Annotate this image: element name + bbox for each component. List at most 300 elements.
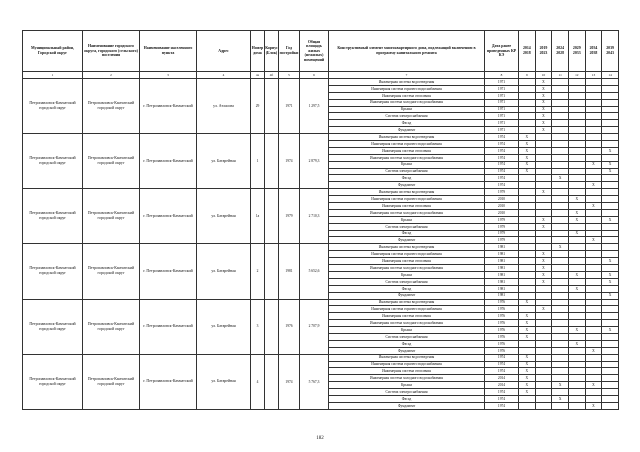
table-body <box>23 79 619 410</box>
period-mark-cell <box>519 175 536 182</box>
column-number-row <box>23 72 619 79</box>
period-mark-cell <box>602 79 619 86</box>
period-mark-cell: X <box>535 189 552 196</box>
period-mark-cell <box>552 306 569 313</box>
period-mark-cell <box>568 402 585 409</box>
column-number: 4б <box>265 72 279 79</box>
block-cell <box>265 189 279 244</box>
period-mark-cell <box>585 320 602 327</box>
period-mark-cell <box>519 278 536 285</box>
element-cell: Система электроснабжения <box>329 168 485 175</box>
period-mark-cell <box>519 182 536 189</box>
period-mark-cell <box>568 168 585 175</box>
period-mark-cell <box>552 189 569 196</box>
table-row <box>23 189 619 196</box>
repair-date-cell: 1974 <box>485 182 519 189</box>
period-mark-cell: X <box>568 230 585 237</box>
repair-date-cell: 1974 <box>485 389 519 396</box>
period-mark-cell <box>552 106 569 113</box>
period-mark-cell <box>568 313 585 320</box>
street-cell: ул. Батарейная <box>197 299 251 354</box>
element-cell: Инженерная система горячего водоснабжения <box>329 251 485 258</box>
column-number: 9 <box>519 72 536 79</box>
period-mark-cell: X <box>519 375 536 382</box>
period-mark-cell <box>519 209 536 216</box>
period-mark-cell <box>519 196 536 203</box>
period-mark-cell <box>602 395 619 402</box>
period-mark-cell: X <box>519 354 536 361</box>
period-mark-cell <box>585 209 602 216</box>
period-mark-cell: X <box>519 389 536 396</box>
repair-date-cell: 1971 <box>485 85 519 92</box>
table-row <box>23 79 619 86</box>
settlement-cell: Петропавловск-Камчатский городской округ <box>83 354 140 409</box>
district-cell: Петропавловск-Камчатский городской округ <box>23 354 83 409</box>
period-mark-cell <box>602 299 619 306</box>
period-mark-cell <box>552 237 569 244</box>
element-cell: Система электроснабжения <box>329 333 485 340</box>
house-number-cell: 3 <box>251 299 265 354</box>
period-mark-cell <box>602 223 619 230</box>
period-mark-cell <box>585 354 602 361</box>
period-mark-cell <box>519 120 536 127</box>
element-cell: Фасад <box>329 285 485 292</box>
period-mark-cell: X <box>602 327 619 334</box>
period-mark-cell <box>552 141 569 148</box>
period-mark-cell <box>519 340 536 347</box>
period-mark-cell <box>552 209 569 216</box>
period-mark-cell <box>602 189 619 196</box>
period-mark-cell <box>585 223 602 230</box>
period-mark-cell <box>552 147 569 154</box>
repair-date-cell: 1981 <box>485 258 519 265</box>
period-mark-cell: X <box>535 251 552 258</box>
period-mark-cell <box>602 402 619 409</box>
period-mark-cell: X <box>519 141 536 148</box>
period-mark-cell <box>585 340 602 347</box>
period-mark-cell <box>568 375 585 382</box>
street-cell: ул. Атласова <box>197 79 251 134</box>
repair-date-cell: 1976 <box>485 347 519 354</box>
period-mark-cell <box>552 127 569 134</box>
element-cell: Фундамент <box>329 292 485 299</box>
year-built-cell: 1974 <box>279 134 300 189</box>
repair-date-cell: 1971 <box>485 127 519 134</box>
period-mark-cell <box>535 347 552 354</box>
column-number: 10 <box>535 72 552 79</box>
period-mark-cell <box>519 251 536 258</box>
settlement-cell: Петропавловск-Камчатский городской округ <box>83 299 140 354</box>
period-mark-cell <box>535 168 552 175</box>
period-mark-cell: X <box>568 285 585 292</box>
element-cell: Инженерная система водоотведения <box>329 189 485 196</box>
period-mark-cell: X <box>568 271 585 278</box>
period-mark-cell <box>552 113 569 120</box>
block-cell <box>265 354 279 409</box>
house-number-cell: 1а <box>251 189 265 244</box>
period-mark-cell: X <box>519 154 536 161</box>
repair-date-cell: 1979 <box>485 223 519 230</box>
period-mark-cell: X <box>585 203 602 210</box>
repair-date-cell: 1974 <box>485 361 519 368</box>
period-mark-cell <box>519 223 536 230</box>
period-mark-cell <box>568 265 585 272</box>
period-mark-cell <box>585 99 602 106</box>
header-previous-repair-date: Дата ранее проведенных КР КЭ <box>485 31 519 72</box>
house-number-cell: 2 <box>251 244 265 299</box>
period-mark-cell: X <box>535 79 552 86</box>
period-mark-cell <box>602 389 619 396</box>
period-mark-cell: X <box>519 361 536 368</box>
district-cell: Петропавловск-Камчатский городской округ <box>23 134 83 189</box>
period-mark-cell <box>519 244 536 251</box>
period-mark-cell <box>552 216 569 223</box>
period-mark-cell <box>552 79 569 86</box>
element-cell: Инженерная система водоотведения <box>329 134 485 141</box>
column-number: 1 <box>23 72 83 79</box>
period-mark-cell <box>519 106 536 113</box>
period-mark-cell <box>568 203 585 210</box>
period-mark-cell <box>535 209 552 216</box>
period-mark-cell <box>585 271 602 278</box>
year-built-cell: 1981 <box>279 244 300 299</box>
period-mark-cell <box>519 258 536 265</box>
period-mark-cell <box>535 237 552 244</box>
period-mark-cell <box>602 251 619 258</box>
period-mark-cell: X <box>602 161 619 168</box>
area-cell: 2 710,3 <box>300 189 329 244</box>
element-cell: Инженерная система холодного водоснабжения <box>329 375 485 382</box>
element-cell: Фасад <box>329 175 485 182</box>
area-cell: 2 707,9 <box>300 299 329 354</box>
street-cell: ул. Батарейная <box>197 354 251 409</box>
repair-date-cell: 1981 <box>485 251 519 258</box>
period-mark-cell: X <box>519 327 536 334</box>
repair-date-cell: 1974 <box>485 175 519 182</box>
period-mark-cell: X <box>519 333 536 340</box>
element-cell: Крыша <box>329 216 485 223</box>
period-mark-cell <box>568 154 585 161</box>
locality-cell: г. Петропавловск-Камчатский <box>140 134 197 189</box>
period-mark-cell <box>535 147 552 154</box>
period-mark-cell: X <box>568 209 585 216</box>
block-cell <box>265 134 279 189</box>
period-mark-cell <box>602 333 619 340</box>
period-mark-cell <box>535 375 552 382</box>
settlement-cell: Петропавловск-Камчатский городской округ <box>83 134 140 189</box>
period-mark-cell: X <box>519 320 536 327</box>
period-mark-cell: X <box>535 216 552 223</box>
year-built-cell: 1971 <box>279 79 300 134</box>
repair-date-cell: 1971 <box>485 92 519 99</box>
period-mark-cell <box>585 368 602 375</box>
period-mark-cell <box>568 361 585 368</box>
period-mark-cell <box>585 258 602 265</box>
element-cell: Фундамент <box>329 402 485 409</box>
period-mark-cell <box>552 313 569 320</box>
period-mark-cell: X <box>535 258 552 265</box>
period-mark-cell <box>519 402 536 409</box>
period-mark-cell <box>568 389 585 396</box>
repair-date-cell: 1981 <box>485 285 519 292</box>
settlement-cell: Петропавловск-Камчатский городской округ <box>83 244 140 299</box>
period-mark-cell <box>552 347 569 354</box>
period-mark-cell <box>602 113 619 120</box>
period-mark-cell: X <box>568 196 585 203</box>
period-mark-cell <box>535 230 552 237</box>
period-mark-cell <box>585 292 602 299</box>
period-mark-cell <box>602 182 619 189</box>
period-mark-cell <box>568 395 585 402</box>
period-mark-cell <box>535 175 552 182</box>
repair-date-cell: 1971 <box>485 99 519 106</box>
element-cell: Фасад <box>329 230 485 237</box>
period-mark-cell: X <box>552 395 569 402</box>
period-mark-cell <box>602 306 619 313</box>
element-cell: Инженерная система отопления <box>329 313 485 320</box>
period-mark-cell: X <box>519 168 536 175</box>
period-mark-cell <box>585 216 602 223</box>
repair-date-cell: 1971 <box>485 113 519 120</box>
period-mark-cell <box>585 327 602 334</box>
period-mark-cell <box>568 175 585 182</box>
period-mark-cell <box>519 216 536 223</box>
repair-date-cell: 1981 <box>485 244 519 251</box>
period-mark-cell <box>535 320 552 327</box>
period-mark-cell <box>535 196 552 203</box>
locality-cell: г. Петропавловск-Камчатский <box>140 299 197 354</box>
area-cell: 1 297,5 <box>300 79 329 134</box>
house-number-cell: 29 <box>251 79 265 134</box>
period-mark-cell: X <box>535 85 552 92</box>
period-mark-cell <box>552 361 569 368</box>
period-mark-cell <box>602 313 619 320</box>
period-mark-cell <box>552 223 569 230</box>
repair-date-cell: 1981 <box>485 265 519 272</box>
period-mark-cell <box>519 203 536 210</box>
area-cell: 5 767,3 <box>300 354 329 409</box>
period-mark-cell <box>552 299 569 306</box>
period-mark-cell <box>602 106 619 113</box>
table-row <box>23 134 619 141</box>
period-mark-cell <box>585 299 602 306</box>
period-mark-cell <box>535 327 552 334</box>
header-period-2019-2023: 2019 2023 <box>535 31 552 72</box>
column-number: 13 <box>585 72 602 79</box>
column-number: 14 <box>602 72 619 79</box>
house-number-cell: 4 <box>251 354 265 409</box>
period-mark-cell <box>552 99 569 106</box>
year-built-cell: 1974 <box>279 354 300 409</box>
repair-date-cell: 1979 <box>485 237 519 244</box>
period-mark-cell: X <box>552 175 569 182</box>
period-mark-cell <box>535 285 552 292</box>
repair-date-cell: 1974 <box>485 134 519 141</box>
period-mark-cell: X <box>535 278 552 285</box>
period-mark-cell: X <box>602 147 619 154</box>
repair-date-cell: 1979 <box>485 230 519 237</box>
header-settlement: Наименование городского округа, городского (сельского) поселения <box>83 31 140 72</box>
period-mark-cell <box>552 265 569 272</box>
element-cell: Инженерная система отопления <box>329 258 485 265</box>
repair-date-cell: 1981 <box>485 278 519 285</box>
period-mark-cell <box>552 203 569 210</box>
period-mark-cell <box>552 368 569 375</box>
block-cell <box>265 299 279 354</box>
period-mark-cell <box>519 347 536 354</box>
period-mark-cell <box>535 182 552 189</box>
period-mark-cell <box>568 92 585 99</box>
period-mark-cell <box>552 271 569 278</box>
period-mark-cell <box>552 375 569 382</box>
period-mark-cell <box>585 375 602 382</box>
period-mark-cell <box>568 85 585 92</box>
column-number: 12 <box>568 72 585 79</box>
period-mark-cell <box>568 382 585 389</box>
period-mark-cell <box>602 347 619 354</box>
period-mark-cell <box>585 85 602 92</box>
period-mark-cell <box>535 389 552 396</box>
element-cell: Крыша <box>329 271 485 278</box>
capital-repair-register-table <box>22 30 619 410</box>
period-mark-cell: X <box>535 120 552 127</box>
repair-date-cell: 1976 <box>485 340 519 347</box>
element-cell: Инженерная система водоотведения <box>329 244 485 251</box>
element-cell: Инженерная система горячего водоснабжения <box>329 141 485 148</box>
period-mark-cell <box>535 244 552 251</box>
element-cell: Инженерная система отопления <box>329 147 485 154</box>
period-mark-cell <box>585 113 602 120</box>
period-mark-cell <box>568 127 585 134</box>
header-locality: Наименование населенного пункта <box>140 31 197 72</box>
period-mark-cell <box>568 161 585 168</box>
repair-date-cell: 2010 <box>485 209 519 216</box>
house-number-cell: 1 <box>251 134 265 189</box>
period-mark-cell <box>519 265 536 272</box>
period-mark-cell: X <box>535 223 552 230</box>
column-number: 3 <box>140 72 197 79</box>
repair-date-cell: 1974 <box>485 354 519 361</box>
repair-date-cell: 1971 <box>485 106 519 113</box>
period-mark-cell <box>552 230 569 237</box>
element-cell: Инженерная система холодного водоснабжения <box>329 154 485 161</box>
period-mark-cell <box>519 237 536 244</box>
period-mark-cell <box>568 120 585 127</box>
period-mark-cell <box>602 375 619 382</box>
period-mark-cell <box>519 230 536 237</box>
element-cell: Крыша <box>329 161 485 168</box>
repair-date-cell: 2014 <box>485 375 519 382</box>
period-mark-cell: X <box>568 340 585 347</box>
period-mark-cell <box>568 106 585 113</box>
period-mark-cell <box>602 320 619 327</box>
repair-date-cell: 1974 <box>485 168 519 175</box>
repair-date-cell: 1976 <box>485 299 519 306</box>
period-mark-cell <box>568 278 585 285</box>
period-mark-cell <box>585 127 602 134</box>
element-cell: Фундамент <box>329 347 485 354</box>
period-mark-cell <box>585 333 602 340</box>
column-number: 4 <box>197 72 251 79</box>
district-cell: Петропавловск-Камчатский городской округ <box>23 244 83 299</box>
period-mark-cell <box>519 113 536 120</box>
repair-date-cell: 1976 <box>485 327 519 334</box>
table-row <box>23 244 619 251</box>
header-period-2034-2038: 2034 2038 <box>585 31 602 72</box>
period-mark-cell <box>602 340 619 347</box>
period-mark-cell <box>602 209 619 216</box>
period-mark-cell: X <box>535 113 552 120</box>
header-total-area: Общая площадь жилых (нежилых) помещений <box>300 31 329 72</box>
period-mark-cell <box>585 154 602 161</box>
period-mark-cell <box>568 134 585 141</box>
period-mark-cell <box>535 313 552 320</box>
period-mark-cell <box>602 244 619 251</box>
period-mark-cell <box>602 368 619 375</box>
period-mark-cell <box>585 395 602 402</box>
element-cell: Инженерная система водоотведения <box>329 354 485 361</box>
period-mark-cell <box>602 99 619 106</box>
period-mark-cell: X <box>585 347 602 354</box>
period-mark-cell <box>585 313 602 320</box>
period-mark-cell: X <box>535 99 552 106</box>
period-mark-cell <box>568 244 585 251</box>
period-mark-cell <box>585 251 602 258</box>
period-mark-cell <box>568 223 585 230</box>
period-mark-cell <box>585 244 602 251</box>
period-mark-cell <box>585 278 602 285</box>
element-cell: Инженерная система горячего водоснабжения <box>329 196 485 203</box>
element-cell: Фасад <box>329 120 485 127</box>
table-row <box>23 354 619 361</box>
period-mark-cell <box>519 85 536 92</box>
year-built-cell: 1979 <box>279 189 300 244</box>
period-mark-cell <box>552 182 569 189</box>
repair-date-cell: 1971 <box>485 79 519 86</box>
element-cell: Инженерная система водоотведения <box>329 299 485 306</box>
period-mark-cell <box>552 92 569 99</box>
element-cell: Фасад <box>329 340 485 347</box>
period-mark-cell <box>602 203 619 210</box>
period-mark-cell <box>602 134 619 141</box>
period-mark-cell: X <box>585 237 602 244</box>
period-mark-cell <box>568 347 585 354</box>
table-header <box>23 31 619 79</box>
period-mark-cell <box>602 154 619 161</box>
period-mark-cell <box>602 237 619 244</box>
element-cell: Инженерная система холодного водоснабжения <box>329 209 485 216</box>
header-period-2039-2043: 2039 2043 <box>602 31 619 72</box>
period-mark-cell <box>552 258 569 265</box>
period-mark-cell: X <box>602 216 619 223</box>
element-cell: Инженерная система холодного водоснабжения <box>329 99 485 106</box>
repair-date-cell: 2014 <box>485 382 519 389</box>
period-mark-cell: X <box>602 278 619 285</box>
element-cell: Система электроснабжения <box>329 223 485 230</box>
period-mark-cell <box>519 292 536 299</box>
element-cell: Инженерная система горячего водоснабжения <box>329 85 485 92</box>
period-mark-cell <box>568 141 585 148</box>
period-mark-cell <box>585 79 602 86</box>
period-mark-cell <box>535 203 552 210</box>
repair-date-cell: 1974 <box>485 141 519 148</box>
element-cell: Система электроснабжения <box>329 113 485 120</box>
street-cell: ул. Батарейная <box>197 244 251 299</box>
period-mark-cell <box>568 354 585 361</box>
period-mark-cell <box>535 402 552 409</box>
district-cell: Петропавловск-Камчатский городской округ <box>23 189 83 244</box>
period-mark-cell <box>585 230 602 237</box>
